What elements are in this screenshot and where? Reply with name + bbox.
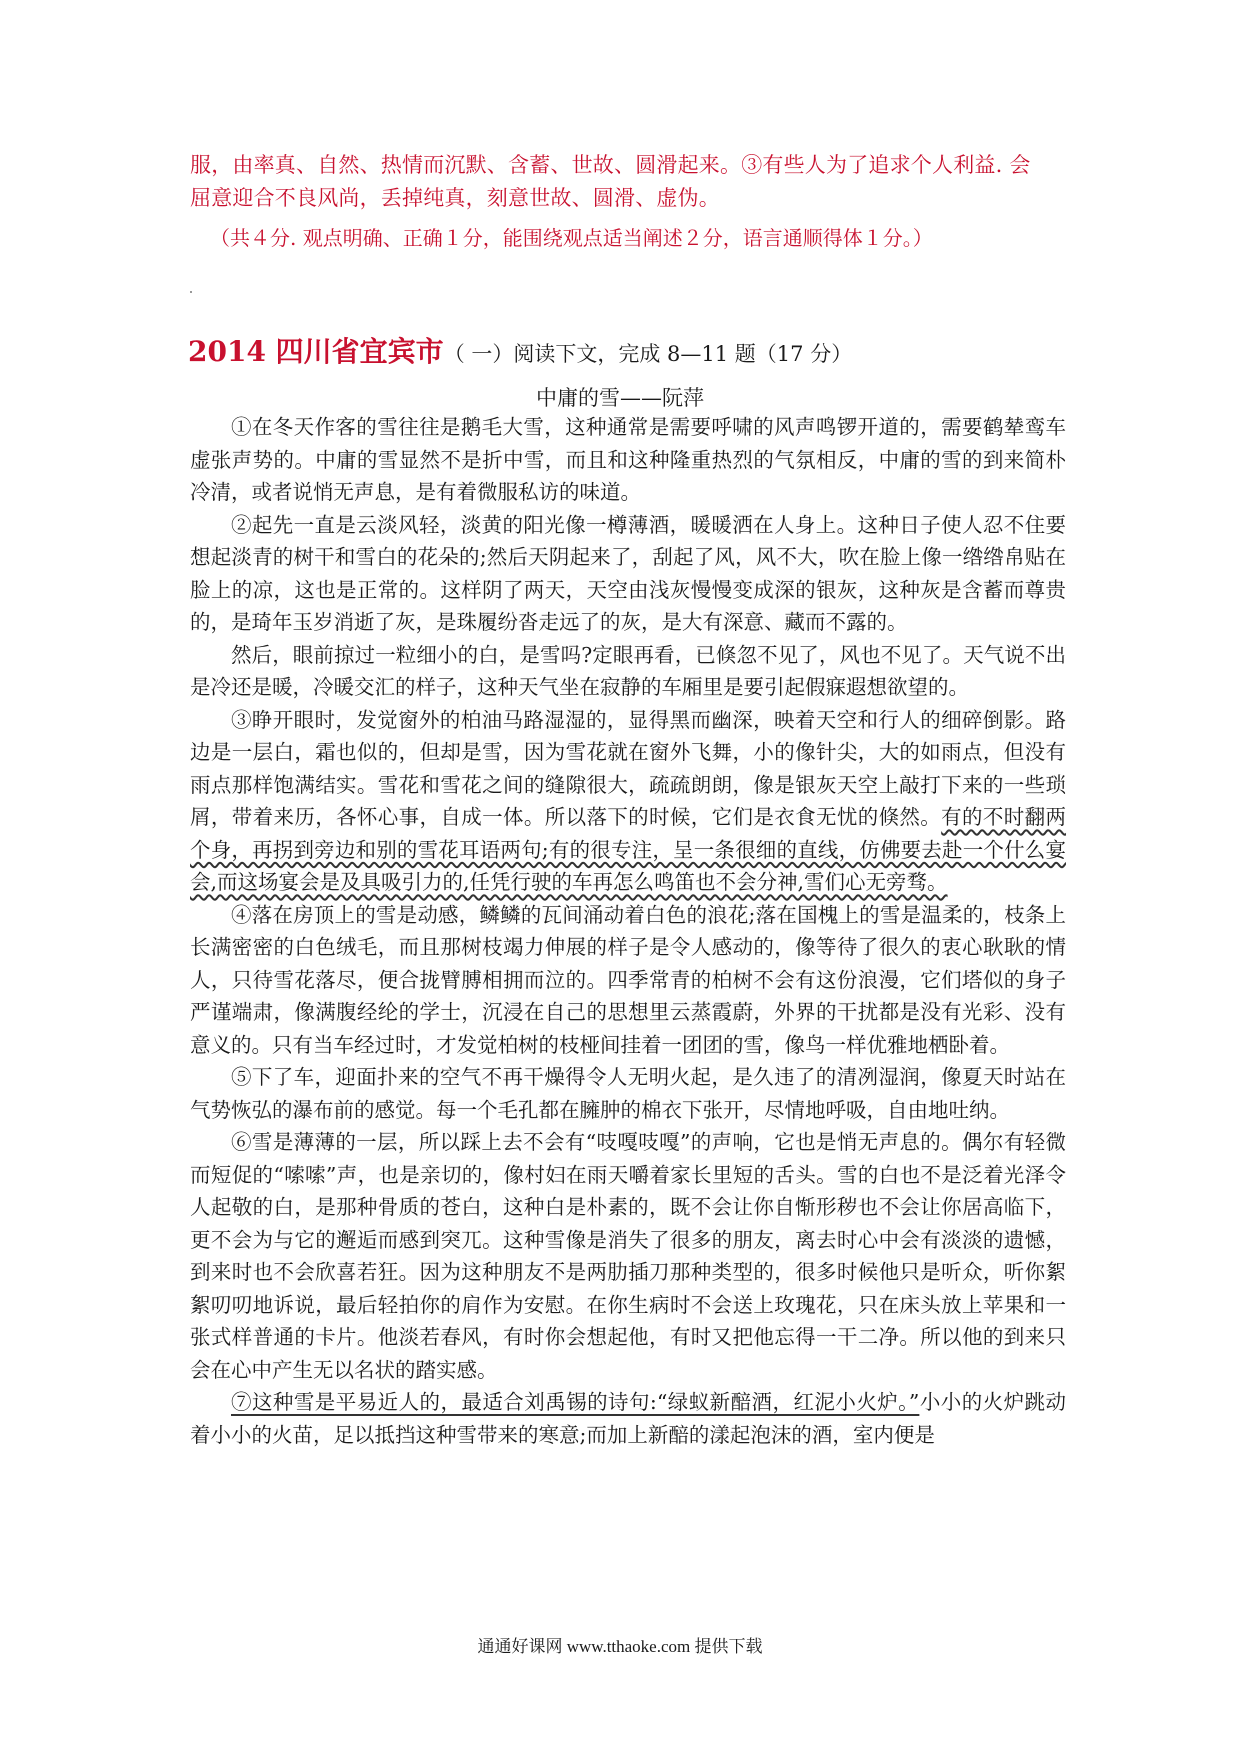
article-body — [190, 411, 1066, 1451]
paragraph-2: ②起先一直是云淡风轻，淡黄的阳光像一樽薄酒，暖暖洒在人身上。这种日子使人忍不住要想起淡青的树干和雪白的花朵的;然后天阴起来了，刮起了风，风不大，吹在脸上像一绺绺帛贴在脸上的凉，这也是正常的。这样阴了两天，天空由浅灰慢慢变成深的银灰，这种灰是含蓄而尊贵的，是琦年玉岁消逝了灰，是珠履纷沓走远了的灰，是大有深意、藏而不露的。 — [190, 512, 1066, 634]
paragraph-8-text: 小小的火炉跳动着小小的火苗，足以抵挡这种雪带来的寒意;而加上新醅的漾起泡沫的酒，室内便是 — [190, 1390, 1067, 1447]
paragraph-4-text: ③睁开眼时，发觉窗外的柏油马路湿湿的，显得黑而幽深，映着天空和行人的细碎倒影。路边是一层白，霜也似的，但却是雪，因为雪花就在窗外飞舞，小的像针尖，大的如雨点，但没有雨点那样饱满结实。雪花和雪花之间的缝隙很大，疏疏朗朗，像是银灰天空上敲打下来的一些琐屑，带着来历，各怀心事，自成一体。所以落下的时候，它们是衣食无忧的倏然。 — [190, 707, 1066, 829]
paragraph-3: 然后，眼前掠过一粒细小的白，是雪吗?定眼再看，已倏忽不见了，风也不见了。天气说不出是冷还是暖，冷暖交汇的样子，这种天气坐在寂静的车厢里是要引起假寐遐想欲望的。 — [190, 642, 1066, 699]
underlined-sentence: ⑦这种雪是平易近人的，最适合刘禹锡的诗句:“绿蚁新醅酒，红泥小火炉。” — [231, 1390, 920, 1414]
paragraph-8 — [190, 1386, 1066, 1451]
answer-line-1: 服，由率真、自然、热情而沉默、含蓄、世故、圆滑起来。③有些人为了追求个人利益. 会 — [190, 153, 1031, 177]
stray-mark — [190, 291, 192, 293]
section-heading — [188, 330, 852, 370]
paragraph-7: ⑥雪是薄薄的一层，所以踩上去不会有“吱嘎吱嘎”的声响，它也是悄无声息的。偶尔有轻微而短促的“嗦嗦”声，也是亲切的，像村妇在雨天嚼着家长里短的舌头。雪的白也不是泛着光泽令人起敬的白，是那种骨质的苍白，这种白是朴素的，既不会让你自惭形秽也不会让你居高临下，更不会为与它的邂逅而感到突兀。这种雪像是消失了很多的朋友，离去时心中会有淡淡的遗憾，到来时也不会欣喜若狂。因为这种朋友不是两肋插刀那种类型的，很多时候他只是听众，听你絮絮叨叨地诉说，最后轻拍你的肩作为安慰。在你生病时不会送上玫瑰花，只在床头放上苹果和一张式样普通的卡片。他淡若春风，有时你会想起他，有时又把他忘得一干二净。所以他的到来只会在心中产生无以名状的踏实感。 — [190, 1130, 1066, 1382]
score-note: （共４分. 观点明确、正确１分，能围绕观点适当阐述２分，语言通顺得体１分。） — [210, 226, 933, 250]
page-footer: 通通好课网 www.tthaoke.com 提供下载 — [477, 1637, 763, 1656]
section-region: 2014 四川省宜宾市 — [188, 335, 444, 368]
paragraph-6: ⑤下了车，迎面扑来的空气不再干燥得令人无明火起，是久违了的清冽湿润，像夏天时站在气势恢弘的瀑布前的感觉。每一个毛孔都在臃肿的棉衣下张开，尽情地呼吸，自由地吐纳。 — [190, 1065, 1066, 1122]
paragraph-5: ④落在房顶上的雪是动感，鳞鳞的瓦间涌动着白色的浪花;落在国槐上的雪是温柔的，枝条上长满密密的白色绒毛，而且那树枝竭力伸展的样子是令人感动的，像等待了很久的衷心耿耿的情人，只待雪花落尽，便合拢臂膊相拥而泣的。四季常青的柏树不会有这份浪漫，它们塔似的身子严谨端肃，像满腹经纶的学士，沉浸在自己的思想里云蒸霞蔚，外界的干扰都是没有光彩、没有意义的。只有当车经过时，才发觉柏树的枝桠间挂着一团团的雪，像鸟一样优雅地栖卧着。 — [190, 902, 1066, 1057]
paragraph-1: ①在冬天作客的雪往往是鹅毛大雪，这种通常是需要呼啸的风声鸣锣开道的，需要鹤辇鸾车虚张声势的。中庸的雪显然不是折中雪，而且和这种隆重热烈的气氛相反，中庸的雪的到来简朴冷清，或者说悄无声息，是有着微服私访的味道。 — [190, 415, 1066, 504]
section-task: （ 一）阅读下文，完成 8—11 题（17 分） — [443, 342, 853, 366]
wavy-underlined-passage: 有的不时翻两个身，再拐到旁边和别的雪花耳语两句;有的很专注，呈一条很细的直线，仿佛要去赴一个什么宴会,而这场宴会是及具吸引力的,任凭行驶的车再怎么鸣笛也不会分神,雪们心无旁骛。 — [190, 805, 1067, 894]
paragraph-4 — [190, 704, 1066, 899]
article-title: 中庸的雪——阮萍 — [536, 386, 704, 410]
answer-line-2: 屈意迎合不良风尚，丢掉纯真，刻意世故、圆滑、虚伪。 — [190, 186, 720, 210]
